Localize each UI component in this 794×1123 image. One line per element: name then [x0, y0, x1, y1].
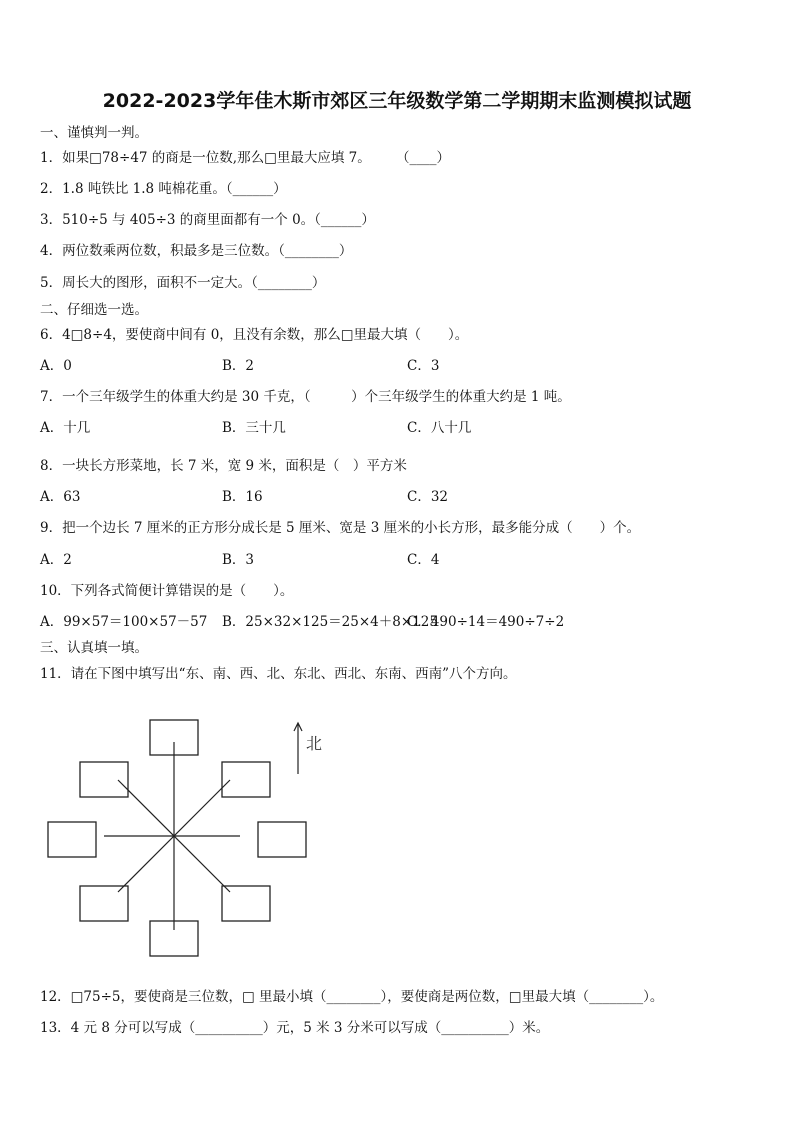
question-3: 3．510÷5 与 405÷3 的商里面都有一个 0。（______）	[40, 212, 375, 228]
question-8: 8．一块长方形菜地，长 7 米，宽 9 米，面积是（ ）平方米	[40, 458, 407, 474]
question-11: 11．请在下图中填写出“东、南、西、北、东北、西北、东南、西南”八个方向。	[40, 666, 517, 682]
question-10: 10．下列各式简便计算错误的是（ ）。	[40, 583, 294, 599]
section-heading-3: 三、认真填一填。	[40, 640, 148, 656]
page-title: 2022-2023学年佳木斯市郊区三年级数学第二学期期末监测模拟试题	[102, 90, 692, 112]
question-6-option-c: C．3	[407, 358, 440, 374]
compass-figure	[40, 712, 340, 962]
question-1-blank: （____）	[396, 150, 450, 166]
question-7-option-c: C．八十几	[407, 420, 472, 436]
question-6-option-a: A．0	[40, 358, 72, 374]
question-5: 5．周长大的图形，面积不一定大。（________）	[40, 275, 326, 291]
question-6: 6．4□8÷4，要使商中间有 0，且没有余数，那么□里最大填（ ）。	[40, 327, 469, 343]
question-9: 9．把一个边长 7 厘米的正方形分成长是 5 厘米、宽是 3 厘米的小长方形，最多能分成（ ）个。	[40, 520, 641, 536]
box-southwest	[80, 886, 128, 921]
question-10-option-a: A．99×57＝100×57－57	[40, 614, 208, 630]
question-9-option-b: B．3	[222, 552, 255, 568]
question-2: 2．1.8 吨铁比 1.8 吨棉花重。（______）	[40, 181, 287, 197]
box-northwest	[80, 762, 128, 797]
question-7-option-a: A．十几	[40, 420, 91, 436]
question-4: 4．两位数乘两位数，积最多是三位数。（________）	[40, 243, 353, 259]
north-label: 北	[306, 734, 323, 753]
section-heading-1: 一、谨慎判一判。	[40, 125, 148, 141]
question-8-option-a: A．63	[40, 489, 81, 505]
section-heading-2: 二、仔细选一选。	[40, 302, 148, 318]
question-8-option-c: C．32	[407, 489, 449, 505]
question-7-option-b: B．三十几	[222, 420, 286, 436]
question-9-option-c: C．4	[407, 552, 440, 568]
question-8-option-b: B．16	[222, 489, 263, 505]
question-6-option-b: B．2	[222, 358, 255, 374]
question-1: 1．如果□78÷47 的商是一位数,那么□里最大应填 7。	[40, 150, 371, 166]
box-west	[48, 822, 96, 857]
question-10-option-c: C．490÷14＝490÷7÷2	[407, 614, 565, 630]
question-13: 13．4 元 8 分可以写成（__________）元，5 米 3 分米可以写成（__________）米。	[40, 1020, 550, 1036]
box-northeast	[222, 762, 270, 797]
question-9-option-a: A．2	[40, 552, 72, 568]
box-east	[258, 822, 306, 857]
question-7: 7．一个三年级学生的体重大约是 30 千克，（ ）个三年级学生的体重大约是 1 吨。	[40, 389, 571, 405]
question-10-option-b: B．25×32×125＝25×4＋8×125	[222, 614, 438, 630]
question-12: 12．□75÷5，要使商是三位数，□ 里最小填（________），要使商是两位数，□里最大填（________）。	[40, 989, 664, 1005]
